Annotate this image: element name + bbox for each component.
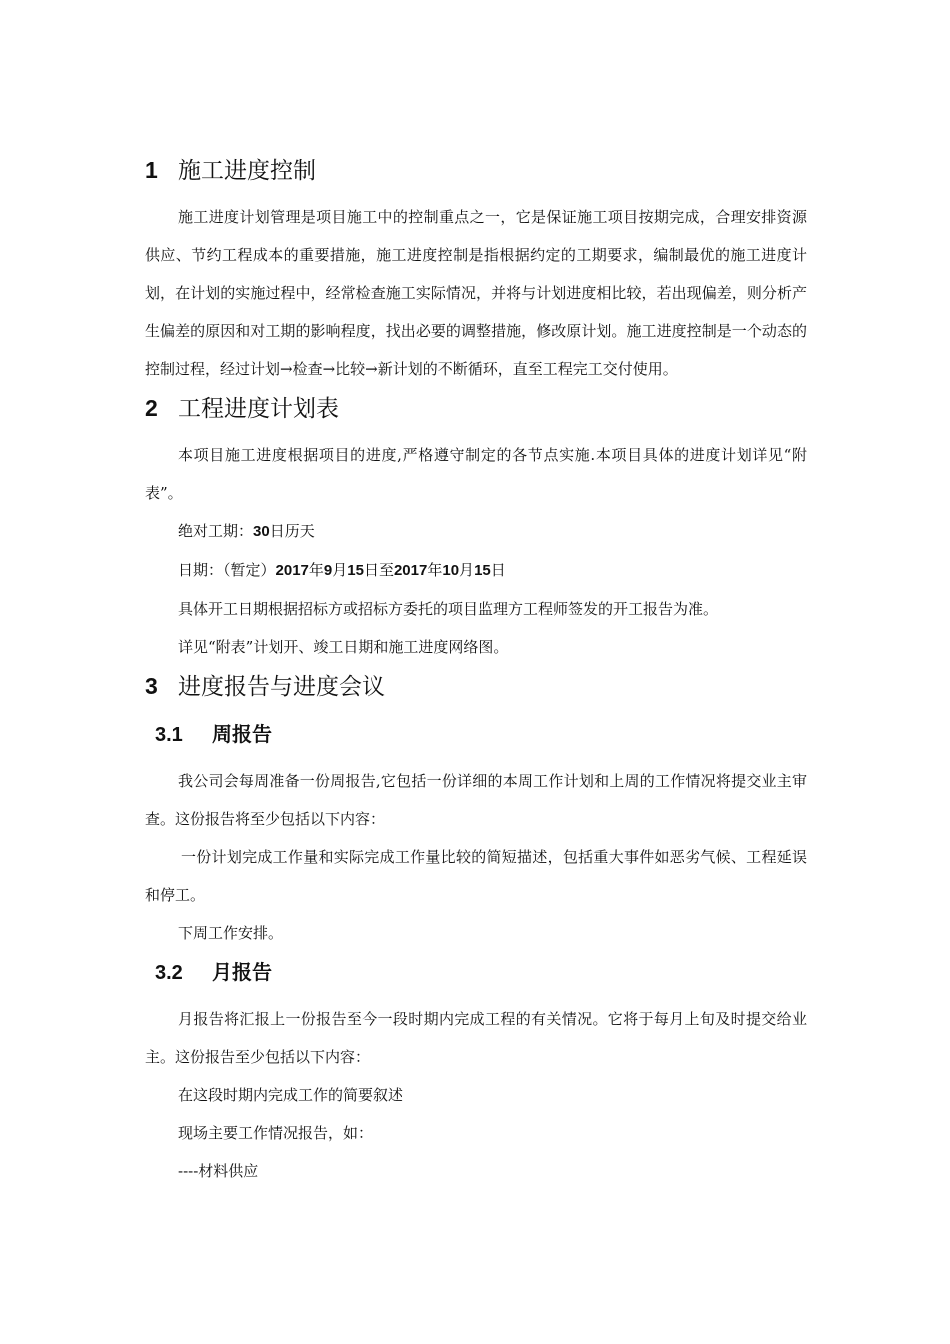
- body-paragraph: 详见“附表”计划开、竣工日期和施工进度网络图。: [178, 638, 509, 656]
- subsection-title: 月报告: [212, 960, 272, 984]
- section-title: 进度报告与进度会议: [178, 674, 385, 700]
- body-paragraph: 在这段时期内完成工作的简要叙述: [178, 1086, 404, 1104]
- section-number: 1: [145, 157, 158, 183]
- body-paragraph: 我公司会每周准备一份周报告,它包括一份详细的本周工作计划和上周的工作情况将提交业主审查。这份报告将至少包括以下内容：: [145, 772, 807, 828]
- subsection-heading-3-1: [145, 714, 807, 754]
- section-title: 施工进度控制: [178, 158, 316, 184]
- subsection-number: 3.2: [155, 962, 183, 984]
- subsection-heading-3-2: [145, 952, 807, 992]
- document-body: [145, 150, 807, 1190]
- duration-line: 绝对工期：30日历天: [178, 522, 315, 540]
- section-number: 3: [145, 673, 158, 699]
- subsection-title: 周报告: [212, 722, 272, 746]
- body-paragraph: ----材料供应: [178, 1162, 259, 1180]
- body-paragraph: 现场主要工作情况报告，如：: [178, 1124, 374, 1142]
- body-paragraph: 本项目施工进度根据项目的进度,严格遵守制定的各节点实施.本项目具体的进度计划详见“附表”。: [145, 446, 807, 502]
- body-paragraph: 一份计划完成工作量和实际完成工作量比较的简短描述，包括重大事件如恶劣气候、工程延误和停工。: [145, 848, 807, 904]
- body-paragraph: 月报告将汇报上一份报告至今一段时期内完成工程的有关情况。它将于每月上旬及时提交给业主。这份报告至少包括以下内容：: [145, 1010, 807, 1066]
- body-paragraph: 施工进度计划管理是项目施工中的控制重点之一，它是保证施工项目按期完成，合理安排资源供应、节约工程成本的重要措施，施工进度控制是指根据约定的工期要求，编制最优的施工进度计划，在计划的实施过程中，经常检查施工实际情况，并将与计划进度相比较，若出现偏差，则分析产生偏差的原因和对工期的影响程度，找出必要的调整措施，修改原计划。施工进度控制是一个动态的控制过程，经过计划→检查→比较→新计划的不断循环，直至工程完工交付使用。: [145, 208, 807, 378]
- subsection-number: 3.1: [155, 724, 183, 746]
- body-paragraph: 具体开工日期根据招标方或招标方委托的项目监理方工程师签发的开工报告为准。: [178, 600, 719, 618]
- date-line: 日期：（暂定）2017年9月15日至2017年10月15日: [178, 561, 506, 579]
- section-heading-2: [145, 388, 807, 428]
- section-heading-3: [145, 666, 807, 706]
- section-heading-1: [145, 150, 807, 190]
- body-paragraph: 下周工作安排。: [178, 924, 284, 942]
- section-title: 工程进度计划表: [178, 396, 339, 422]
- section-number: 2: [145, 395, 158, 421]
